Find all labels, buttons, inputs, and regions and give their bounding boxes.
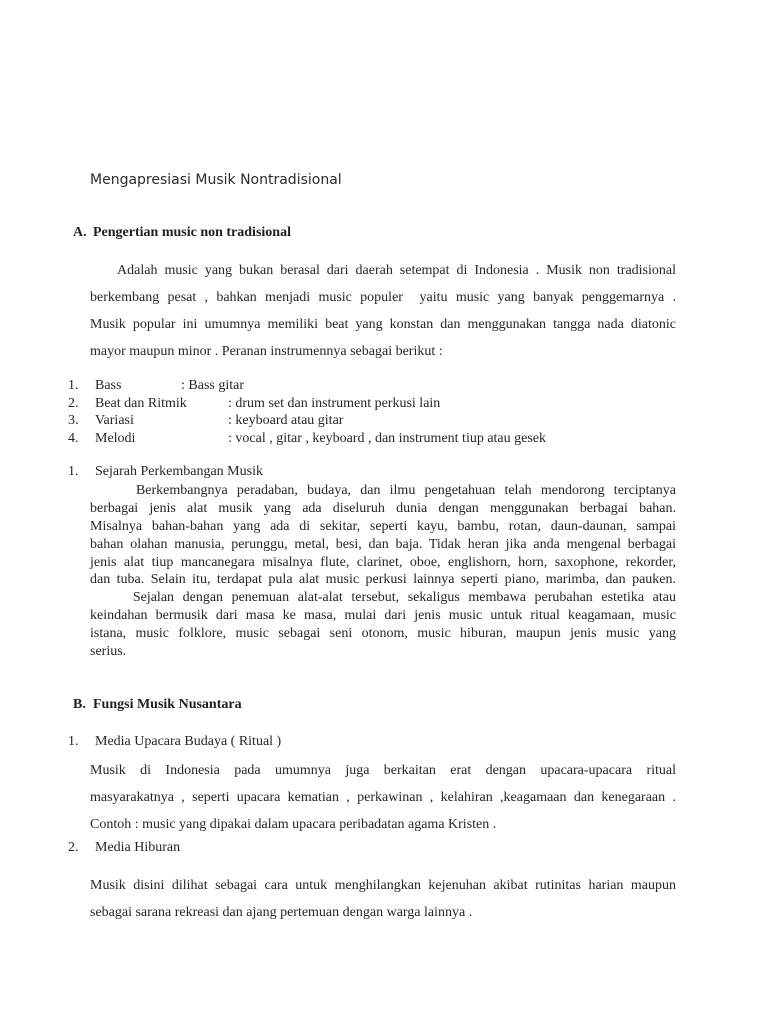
paragraph-line: Contoh : music yang dipakai dalam upacara peribadatan agama Kristen . [90, 817, 497, 832]
history-heading [68, 464, 263, 480]
instrument-value: : keyboard atau gitar [228, 413, 344, 429]
paragraph-line: istana, music folklore, music sebagai seni otonom, music hiburan, maupun jenis music yang [90, 626, 676, 642]
list-number: 2. [68, 840, 79, 855]
section-b-marker: B. [73, 697, 86, 712]
section-a-heading [73, 225, 291, 241]
list-number: 1. [68, 378, 79, 393]
paragraph-line: masyarakatnya , seperti upacara kematian , perkawinan , kelahiran ,keagamaan dan kenegaraan . [90, 790, 676, 805]
page-title: Mengapresiasi Musik Nontradisional [90, 172, 342, 188]
function-item-paragraph [90, 872, 676, 926]
function-item-heading [68, 840, 180, 856]
paragraph-line: mayor maupun minor . Peranan instrumennya sebagai berikut : [90, 344, 443, 359]
section-b-title: Fungsi Musik Nusantara [93, 697, 242, 712]
list-number: 2. [68, 395, 79, 411]
list-item [68, 395, 688, 413]
function-item-paragraph [90, 757, 676, 838]
paragraph-line: Musik di Indonesia pada umumnya juga berkaitan erat dengan upacara-upacara ritual [90, 763, 676, 778]
paragraph-line: Berkembangnya peradaban, budaya, dan ilmu pengetahuan telah mendorong terciptanya [90, 483, 676, 498]
list-item [68, 377, 688, 395]
list-item [68, 430, 688, 448]
instrument-value: : Bass gitar [181, 378, 244, 393]
instrument-name: Melodi [95, 430, 136, 446]
paragraph-line: Sejalan dengan penemuan alat-alat tersebut, sekaligus membawa perubahan estetika atau [90, 590, 676, 606]
paragraph-line: Adalah music yang bukan berasal dari daerah setempat di Indonesia . Musik non tradisional [90, 263, 676, 278]
paragraph-line: Musik popular ini umumnya memiliki beat yang konstan dan menggunakan tangga nada diatonic [90, 317, 676, 332]
paragraph-line: sebagai sarana rekreasi dan ajang pertemuan dengan warga lainnya . [90, 905, 473, 920]
section-a-paragraph [90, 257, 676, 365]
history-paragraph [90, 482, 676, 661]
instrument-name: Bass [95, 378, 122, 393]
instrument-value: : vocal , gitar , keyboard , dan instrument tiup atau gesek [228, 430, 547, 446]
paragraph-line: berbagai jenis alat musik yang ada diseluruh dunia dengan menggunakan berbagai bahan. [90, 500, 676, 516]
function-item-heading [68, 734, 281, 750]
function-item-title: Media Upacara Budaya ( Ritual ) [95, 734, 282, 749]
list-number: 3. [68, 413, 79, 429]
paragraph-line: dan tuba. Selain itu, terdapat pula alat music perkusi lainnya seperti piano, marimba, dan pauken. [90, 572, 676, 588]
paragraph-line: keindahan bermusik dari masa ke masa, mulai dari jenis music untuk ritual keagamaan, music [90, 608, 676, 624]
paragraph-line: Misalnya bahan-bahan yang ada di sekitar, seperti kayu, bambu, rotan, daun-daunan, sampai [90, 518, 676, 534]
paragraph-line: bahan olahan manusia, perunggu, metal, besi, dan baja. Tidak heran jika anda mengenal berbagai [90, 536, 676, 552]
function-item-title: Media Hiburan [95, 840, 181, 855]
instrument-value: : drum set dan instrument perkusi lain [228, 395, 441, 411]
list-number: 1. [68, 734, 79, 749]
list-item [68, 412, 688, 430]
paragraph-line: berkembang pesat , bahkan menjadi music populer yaitu music yang banyak penggemarnya . [90, 290, 676, 305]
instrument-list [68, 377, 688, 447]
section-a-marker: A. [73, 225, 87, 240]
instrument-name: Variasi [95, 413, 134, 429]
paragraph-line: jenis alat tiup mancanegara misalnya flute, clarinet, oboe, englishorn, horn, saxophone, rekorder, [90, 554, 676, 570]
instrument-name: Beat dan Ritmik [95, 395, 187, 411]
paragraph-line: Musik disini dilihat sebagai cara untuk menghilangkan kejenuhan akibat rutinitas harian maupun [90, 878, 676, 893]
paragraph-line: serius. [90, 644, 127, 660]
list-number: 4. [68, 430, 79, 446]
history-title: Sejarah Perkembangan Musik [95, 464, 263, 479]
section-a-title: Pengertian music non tradisional [93, 225, 291, 240]
list-number: 1. [68, 464, 79, 479]
section-b-heading [73, 697, 242, 713]
